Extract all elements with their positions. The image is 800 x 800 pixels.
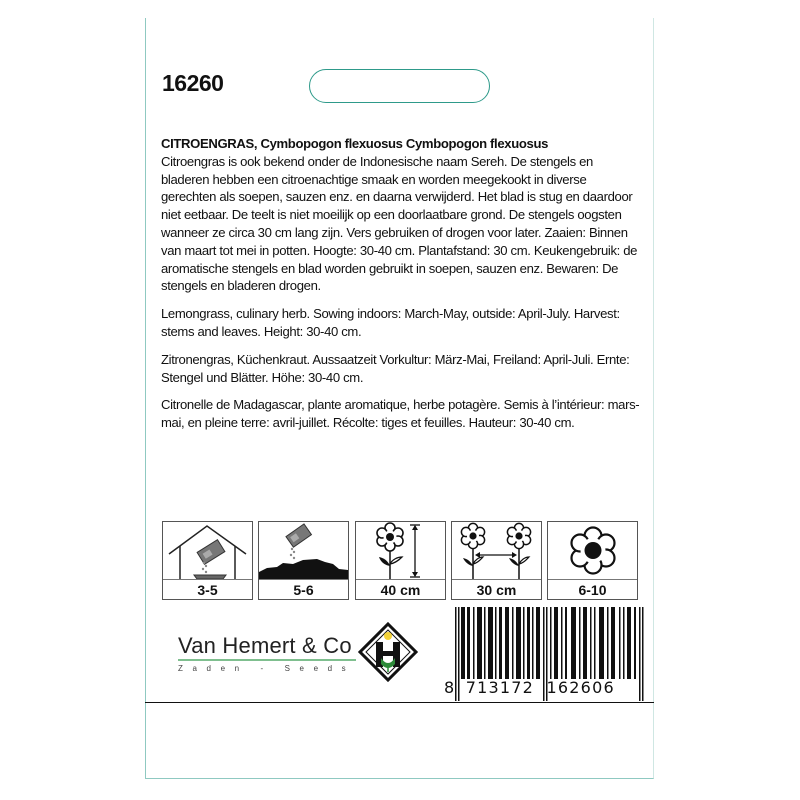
- description-block: [161, 135, 641, 442]
- description-de: Zitronengras, Küchenkraut. Aussaatzeit Vorkultur: März-Mai, Freiland: April-Juli. Ernte: Stengel und Blätter. Höhe: 30-40 cm.: [161, 351, 630, 385]
- brand-name: Van Hemert & Co: [178, 633, 352, 658]
- cultivation-icons: [162, 521, 639, 601]
- plant-spacing-icon: [452, 522, 541, 579]
- barcode-lead-digit: 8: [444, 678, 456, 697]
- icon-value: 3-5: [197, 582, 218, 598]
- icon-box-indoor-sowing: [162, 521, 253, 600]
- description-nl-body: Citroengras is ook bekend onder de Indonesische naam Sereh. De stengels en bladeren hebben een citroenachtige smaak en worden meegekookt in diverse gerechten als soepen, sauzen enz. en daarna verwijderd. Het blad is stug en daardoor niet eetbaar. De teelt is niet moeilijk op een doorlaatbare grond. De stengels oogsten wanneer ze circa 30 cm lang zijn. Vers gebruiken of drogen voor later. Zaaien: Binnen van maart tot mei in potten. Hoogte: 30-40 cm. Plantafstand: 30 cm. Keukengebruik: de aromatische stengels en blad worden gebruikt in soepen, sauzen enz. Bewaren: De stengels en bladeren drogen.: [161, 153, 638, 294]
- description-en: Lemongrass, culinary herb. Sowing indoors: March-May, outside: April-July. Harvest: stems and leaves. Height: 30-40 cm.: [161, 306, 620, 339]
- svg-text:VH: VH: [384, 646, 392, 652]
- plant-height-icon: [356, 522, 445, 579]
- indoor-sowing-icon: [163, 522, 252, 579]
- flowering-icon: [548, 522, 637, 579]
- product-title: CITROENGRAS, Cymbopogon flexuosus Cymbopogon flexuosus: [161, 136, 549, 151]
- icon-box-plant-spacing: [451, 521, 542, 600]
- name-field: [309, 69, 490, 103]
- icon-value: 5-6: [293, 582, 314, 598]
- icon-value: 40 cm: [380, 582, 421, 598]
- brand-underline: [178, 659, 356, 661]
- icon-box-plant-height: [355, 521, 446, 600]
- icon-value: 6-10: [578, 582, 607, 598]
- brand-emblem-icon: [358, 622, 418, 682]
- icon-value: 30 cm: [476, 582, 517, 598]
- article-number: 16260: [162, 70, 224, 96]
- icon-box-outdoor-sowing: [258, 521, 349, 600]
- description-nl: [161, 135, 641, 295]
- brand-tagline: Zaden - Seeds: [178, 664, 356, 673]
- cut-line: [145, 702, 654, 703]
- icon-box-flowering: [547, 521, 638, 600]
- barcode-left-group: 713172: [465, 678, 534, 697]
- barcode-right-group: 162606: [546, 678, 615, 697]
- barcode-digits: [444, 678, 654, 697]
- outdoor-sowing-icon: [259, 522, 348, 579]
- description-fr: Citronelle de Madagascar, plante aromatique, herbe potagère. Semis à l’intérieur: mars-mai, en pleine terre: avril-juillet. Récolte: tiges et feuilles. Hauteur: 30-40 cm.: [161, 397, 640, 431]
